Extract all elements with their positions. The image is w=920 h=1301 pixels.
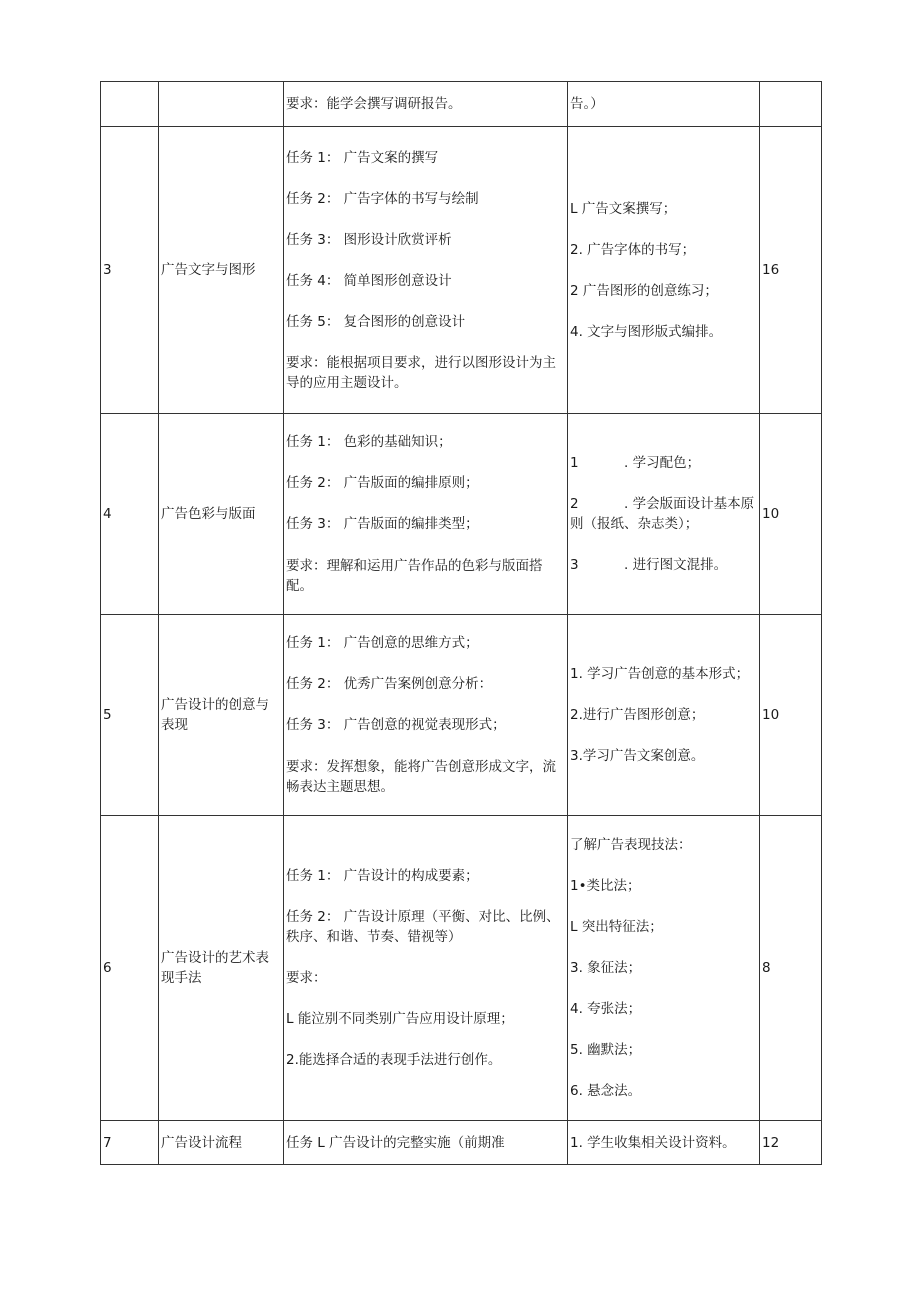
- task-line: 任务 1： 广告设计的构成要素；: [286, 868, 479, 884]
- task-line: 任务 3： 图形设计欣赏评析: [286, 231, 452, 248]
- task-line: 要求：能根据项目要求，进行以图形设计为主导的应用主题设计。: [286, 354, 556, 391]
- task-line: 要求：能学会撰写调研报告。: [286, 96, 462, 112]
- task-line: L 能泣别不同类别广告应用设计原理；: [286, 1011, 514, 1027]
- task-line: 2.能选择合适的表现手法进行创作。: [286, 1052, 502, 1068]
- content-cell: [568, 1121, 760, 1165]
- row-number-cell: 3: [101, 127, 159, 414]
- task-line: 任务 5： 复合图形的创意设计: [286, 313, 466, 330]
- table-row: [101, 816, 822, 1121]
- table-row: [101, 615, 822, 816]
- table-row: [101, 127, 822, 414]
- content-line: 3. 象征法；: [570, 960, 642, 976]
- hours-cell: [760, 82, 822, 127]
- task-line: 任务 L 广告设计的完整实施（前期准: [286, 1134, 505, 1151]
- task-line: 要求：: [286, 970, 327, 986]
- module-name-cell: 广告设计的艺术表现手法: [159, 816, 284, 1121]
- content-line: 1. 学生收集相关设计资料。: [570, 1134, 736, 1151]
- hours-cell: 16: [760, 127, 822, 414]
- row-number-cell: 5: [101, 615, 159, 816]
- row-number-cell: 6: [101, 816, 159, 1121]
- content-line: 2.进行广告图形创意；: [570, 707, 705, 723]
- hours-cell: 12: [760, 1121, 822, 1165]
- table-row: [101, 414, 822, 615]
- task-line: 任务 3： 广告创意的视觉表现形式；: [286, 717, 506, 733]
- content-line: 1•类比法；: [570, 878, 641, 894]
- content-line: 5. 幽默法；: [570, 1042, 642, 1058]
- task-line: 任务 4： 简单图形创意设计: [286, 272, 452, 289]
- module-name-cell: 广告设计流程: [159, 1121, 284, 1165]
- task-line: 任务 2： 优秀广告案例创意分析：: [286, 676, 493, 692]
- content-line: 2 . 学会版面设计基本原则（报纸、杂志类）；: [570, 496, 755, 532]
- syllabus-table: [100, 81, 822, 1165]
- task-line: 任务 2： 广告设计原理（平衡、对比、比例、秩序、和谐、节奏、错视等）: [286, 909, 560, 945]
- content-line: 2 广告图形的创意练习；: [570, 282, 718, 299]
- content-cell: [568, 82, 760, 127]
- module-name-cell: [159, 82, 284, 127]
- task-line: 任务 1： 广告创意的思维方式；: [286, 635, 479, 651]
- content-line: 3.学习广告文案创意。: [570, 748, 705, 764]
- content-line: 3 . 进行图文混排。: [570, 557, 728, 573]
- module-name-cell: 广告文字与图形: [159, 127, 284, 414]
- hours-cell: 10: [760, 414, 822, 615]
- content-line: 4. 文字与图形版式编排。: [570, 323, 723, 340]
- task-line: 要求：理解和运用广告作品的色彩与版面搭配。: [286, 558, 543, 594]
- content-cell: [568, 127, 760, 414]
- hours-cell: 10: [760, 615, 822, 816]
- content-cell: [568, 816, 760, 1121]
- content-line: 6. 悬念法。: [570, 1083, 642, 1099]
- content-cell: [568, 615, 760, 816]
- task-cell: [284, 127, 568, 414]
- content-line: 1. 学习广告创意的基本形式；: [570, 666, 750, 682]
- task-cell: [284, 816, 568, 1121]
- task-line: 任务 1： 广告文案的撰写: [286, 149, 439, 166]
- content-line: 2. 广告字体的书写；: [570, 241, 696, 258]
- task-line: 任务 2： 广告版面的编排原则；: [286, 475, 479, 491]
- table-row: [101, 1121, 822, 1165]
- module-name-cell: 广告色彩与版面: [159, 414, 284, 615]
- task-cell: [284, 414, 568, 615]
- task-line: 任务 3： 广告版面的编排类型；: [286, 516, 479, 532]
- content-cell: [568, 414, 760, 615]
- task-cell: [284, 1121, 568, 1165]
- content-line: L 突出特征法；: [570, 919, 663, 935]
- row-number-cell: [101, 82, 159, 127]
- row-number-cell: 7: [101, 1121, 159, 1165]
- table-row: [101, 82, 822, 127]
- task-line: 要求：发挥想象，能将广告创意形成文字，流畅表达主题思想。: [286, 759, 556, 795]
- content-line: L 广告文案撰写；: [570, 200, 677, 217]
- content-line: 1 . 学习配色；: [570, 455, 701, 471]
- task-cell: [284, 615, 568, 816]
- content-line: 4. 夸张法；: [570, 1001, 642, 1017]
- task-line: 任务 1： 色彩的基础知识；: [286, 434, 452, 450]
- content-line: 告。）: [570, 96, 604, 112]
- task-cell: [284, 82, 568, 127]
- hours-cell: 8: [760, 816, 822, 1121]
- content-line: 了解广告表现技法：: [570, 837, 692, 853]
- module-name-cell: 广告设计的创意与表现: [159, 615, 284, 816]
- task-line: 任务 2： 广告字体的书写与绘制: [286, 190, 479, 207]
- row-number-cell: 4: [101, 414, 159, 615]
